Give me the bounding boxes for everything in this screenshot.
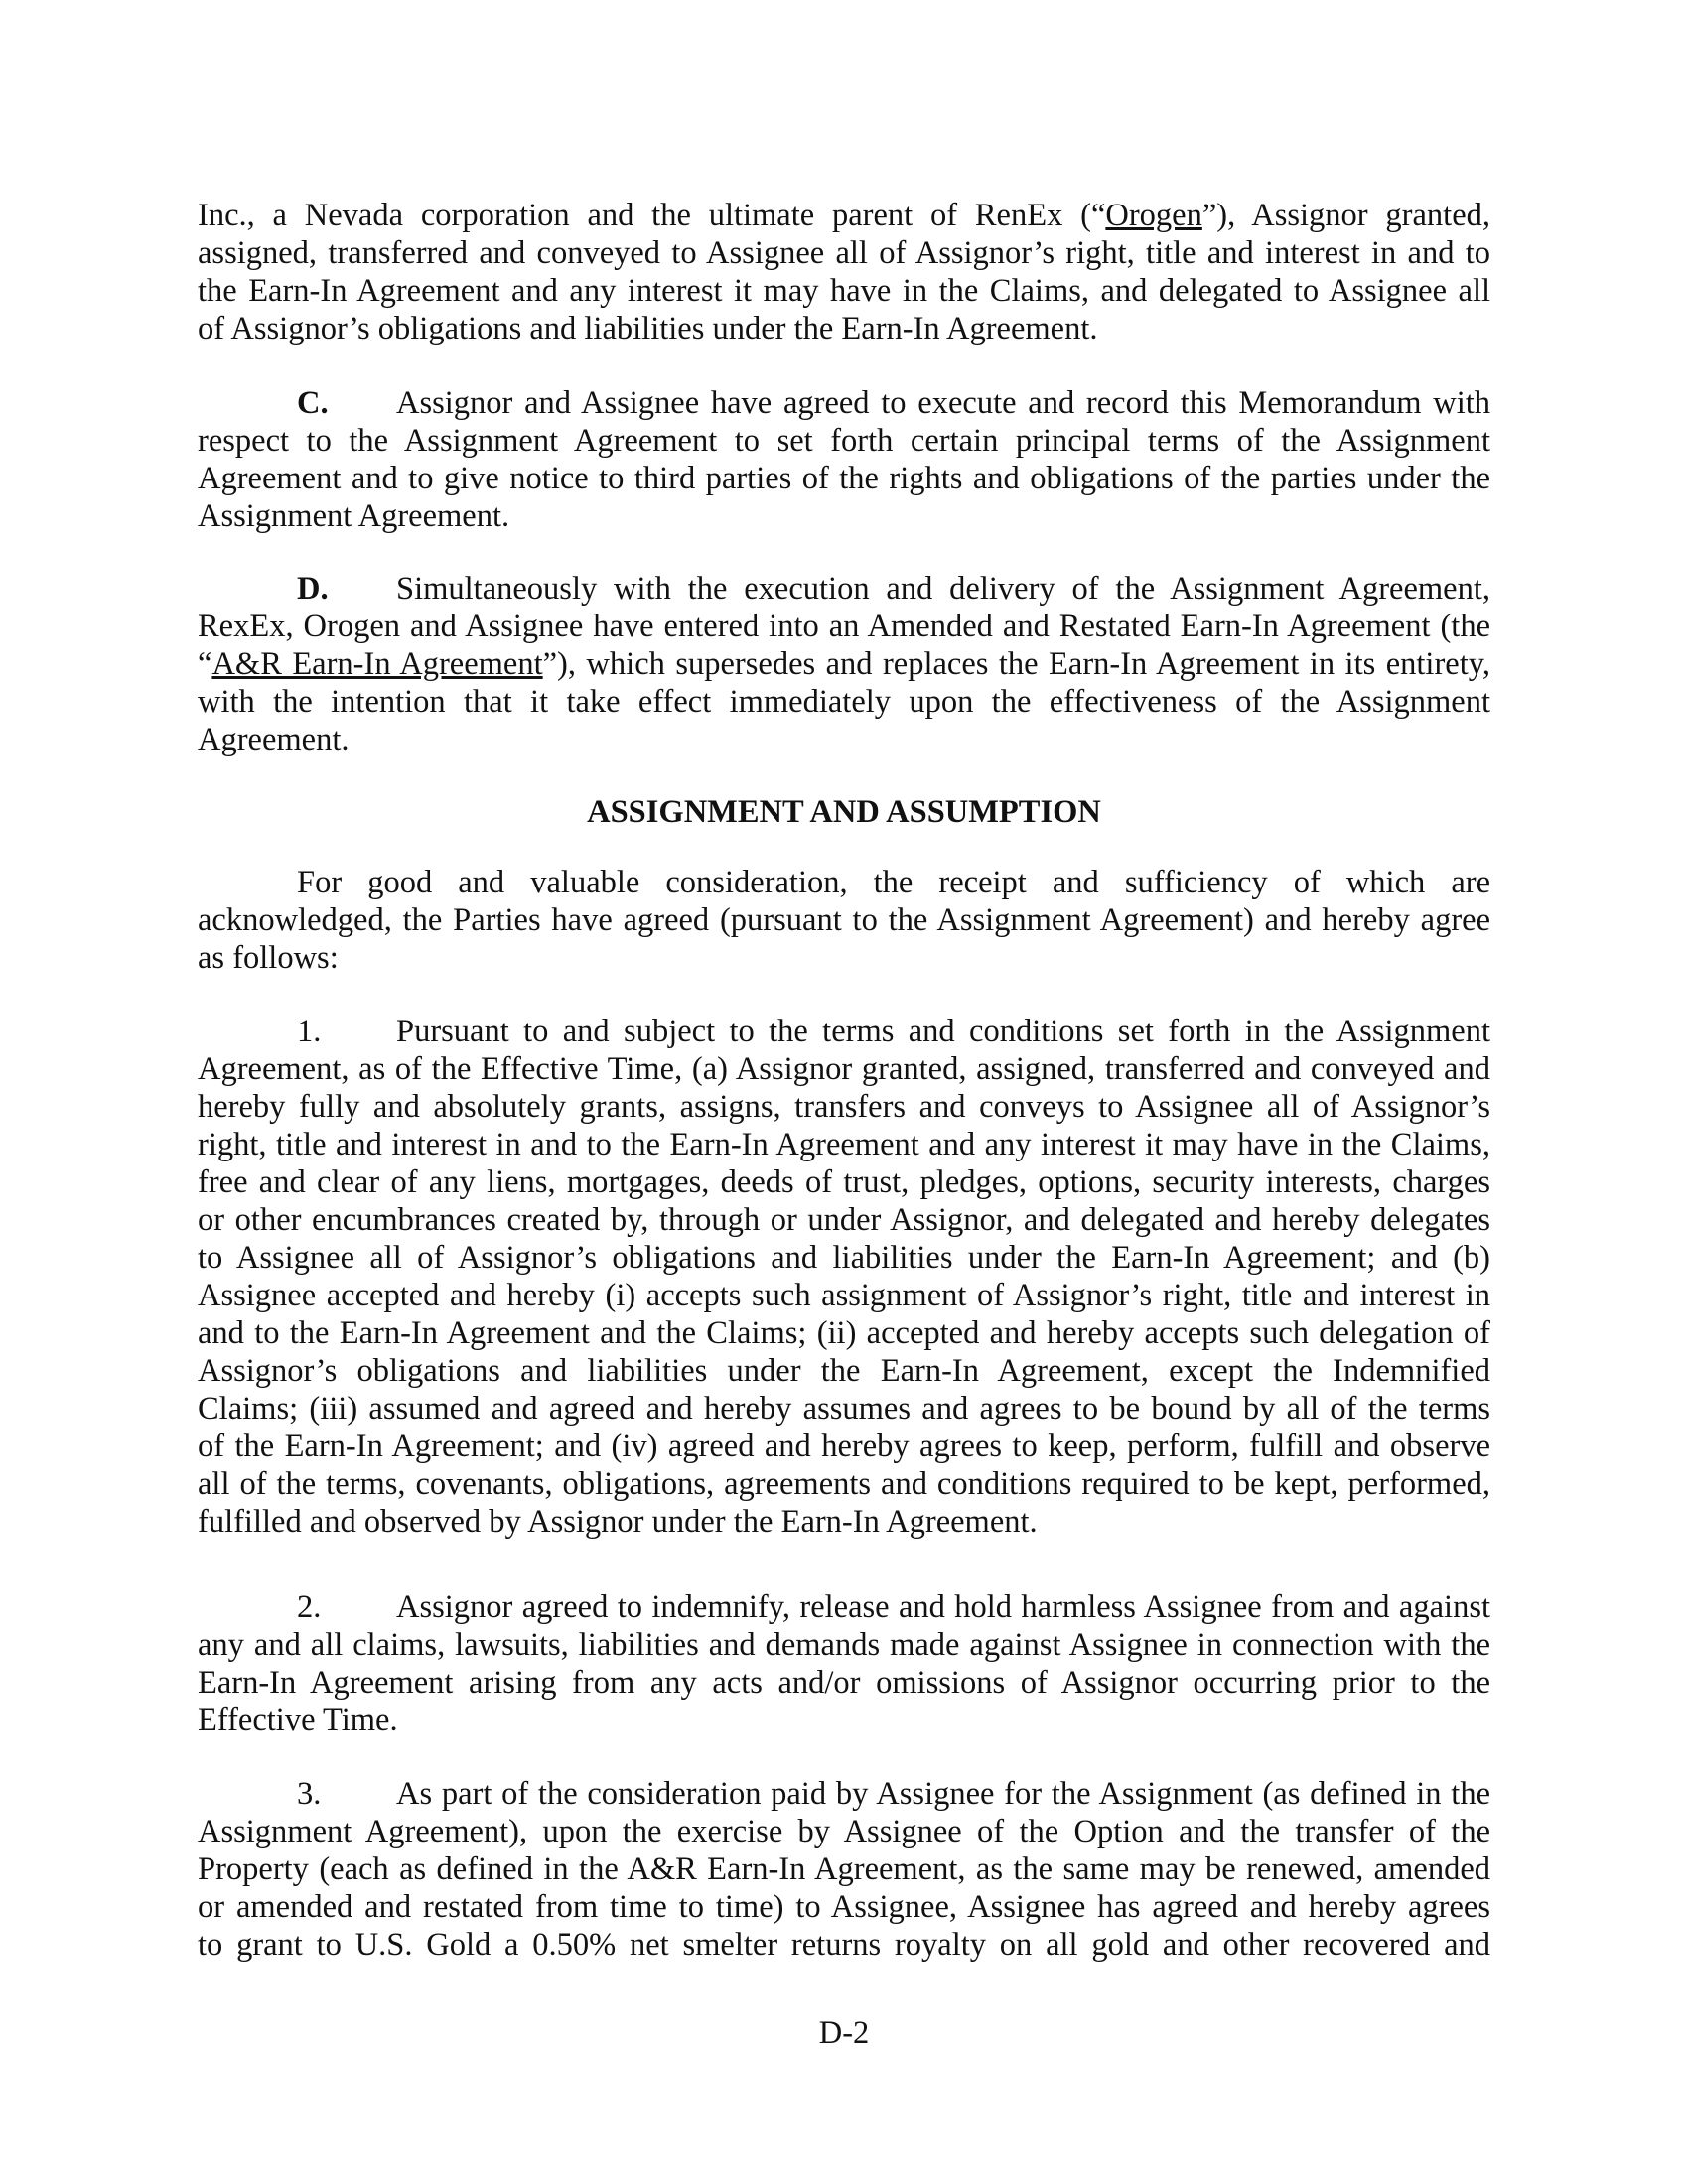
paragraph-line	[198, 864, 1490, 901]
recital-d	[198, 570, 1490, 758]
paragraph-line: Assignor’s obligations and liabilities under the Earn-In Agreement, except the Indemnified	[198, 1353, 1490, 1389]
paragraph-line	[198, 384, 1490, 422]
paragraph-line: the Earn-In Agreement and any interest it may have in the Claims, and delegated to Assignee all	[198, 273, 1490, 309]
paragraph-line: Effective Time.	[198, 1703, 398, 1738]
section-3	[198, 1775, 1490, 1964]
recital-c	[198, 384, 1490, 535]
paragraph-line	[198, 1013, 1490, 1050]
section-number: 1.	[297, 1014, 322, 1049]
defined-term-orogen: Orogen	[1105, 198, 1202, 233]
paragraph-line: to grant to U.S. Gold a 0.50% net smelter returns royalty on all gold and other recovered and	[198, 1927, 1490, 1963]
recital-label: C.	[297, 385, 329, 421]
text-run: Inc., a Nevada corporation and the ultimate parent of RenEx (“	[198, 198, 1106, 233]
paragraph-line: Earn-In Agreement arising from any acts and/or omissions of Assignor occurring prior to the	[198, 1665, 1490, 1701]
paragraph-line: or amended and restated from time to time) to Assignee, Assignee has agreed and hereby agrees	[198, 1889, 1490, 1925]
section-number: 3.	[297, 1776, 322, 1812]
paragraph-line: acknowledged, the Parties have agreed (pursuant to the Assignment Agreement) and hereby agree	[198, 902, 1490, 938]
paragraph-line: right, title and interest in and to the Earn-In Agreement and any interest it may have in the Claims,	[198, 1127, 1490, 1162]
text-run: Assignor agreed to indemnify, release and hold harmless Assignee from and against	[396, 1589, 1490, 1625]
paragraph-line: Property (each as defined in the A&R Earn-In Agreement, as the same may be renewed, amended	[198, 1851, 1490, 1887]
recital-label: D.	[297, 571, 329, 607]
paragraph-line: Assignee accepted and hereby (i) accepts such assignment of Assignor’s right, title and interest in	[198, 1278, 1490, 1313]
paragraph-line: all of the terms, covenants, obligations, agreements and conditions required to be kept, performed,	[198, 1466, 1490, 1502]
section-2	[198, 1588, 1490, 1739]
paragraph-line: with the intention that it take effect immediately upon the effectiveness of the Assignment	[198, 684, 1490, 720]
paragraph-line: or other encumbrances created by, through or under Assignor, and delegated and hereby delegates	[198, 1202, 1490, 1238]
text-run: Assignor and Assignee have agreed to execute and record this Memorandum with	[396, 385, 1490, 421]
paragraph-line: of Assignor’s obligations and liabilities under the Earn-In Agreement.	[198, 311, 1098, 346]
paragraph-line	[198, 197, 1490, 234]
paragraph-line: RexEx, Orogen and Assignee have entered into an Amended and Restated Earn-In Agreement (the	[198, 609, 1490, 644]
defined-term-ar-earn-in-agreement: A&R Earn-In Agreement	[211, 646, 543, 682]
text-run: Simultaneously with the execution and delivery of the Assignment Agreement,	[396, 571, 1490, 607]
paragraph-line: to Assignee all of Assignor’s obligations and liabilities under the Earn-In Agreement; and (b)	[198, 1240, 1490, 1276]
section-heading: ASSIGNMENT AND ASSUMPTION	[587, 794, 1101, 830]
paragraph-line	[198, 1588, 1490, 1626]
section-1	[198, 1013, 1490, 1541]
paragraph-line: any and all claims, lawsuits, liabilities and demands made against Assignee in connection with the	[198, 1627, 1490, 1663]
paragraph-line: assigned, transferred and conveyed to Assignee all of Assignor’s right, title and interest in and to	[198, 235, 1490, 271]
paragraph-line: fulfilled and observed by Assignor under the Earn-In Agreement.	[198, 1504, 1038, 1540]
page-number: D-2	[818, 2015, 870, 2051]
paragraph-line: as follows:	[198, 940, 339, 976]
paragraph-line	[198, 645, 1490, 683]
text-run: ”), Assignor granted,	[1201, 198, 1490, 233]
text-run: Pursuant to and subject to the terms and conditions set forth in the Assignment	[396, 1014, 1490, 1049]
paragraph-line: Agreement, as of the Effective Time, (a) Assignor granted, assigned, transferred and conveyed and	[198, 1051, 1490, 1087]
text-run: As part of the consideration paid by Assignee for the Assignment (as defined in the	[396, 1776, 1490, 1812]
paragraph-line: respect to the Assignment Agreement to set forth certain principal terms of the Assignment	[198, 423, 1490, 459]
preamble-paragraph	[198, 864, 1490, 977]
paragraph-line: Assignment Agreement), upon the exercise by Assignee of the Option and the transfer of the	[198, 1814, 1490, 1849]
paragraph-line: and to the Earn-In Agreement and the Claims; (ii) accepted and hereby accepts such delegation of	[198, 1315, 1490, 1351]
text-run: “	[198, 646, 212, 682]
paragraph-line: hereby fully and absolutely grants, assigns, transfers and conveys to Assignee all of Assignor’s	[198, 1089, 1490, 1125]
paragraph-line: of the Earn-In Agreement; and (iv) agreed and hereby agrees to keep, perform, fulfill and observe	[198, 1429, 1490, 1464]
text-run: ”), which supersedes and replaces the Earn-In Agreement in its entirety,	[542, 646, 1490, 682]
paragraph-line: Agreement and to give notice to third parties of the rights and obligations of the parties under the	[198, 461, 1490, 496]
paragraph-line	[198, 570, 1490, 608]
paragraph-line: free and clear of any liens, mortgages, deeds of trust, pledges, options, security interests, charges	[198, 1164, 1490, 1200]
continuation-paragraph	[198, 197, 1490, 347]
section-number: 2.	[297, 1589, 322, 1625]
paragraph-line: Assignment Agreement.	[198, 498, 510, 534]
paragraph-line	[198, 1775, 1490, 1813]
paragraph-line: Claims; (iii) assumed and agreed and hereby assumes and agrees to be bound by all of the terms	[198, 1391, 1490, 1427]
paragraph-line: Agreement.	[198, 722, 350, 757]
text-run: For good and valuable consideration, the receipt and sufficiency of which are	[297, 865, 1490, 900]
